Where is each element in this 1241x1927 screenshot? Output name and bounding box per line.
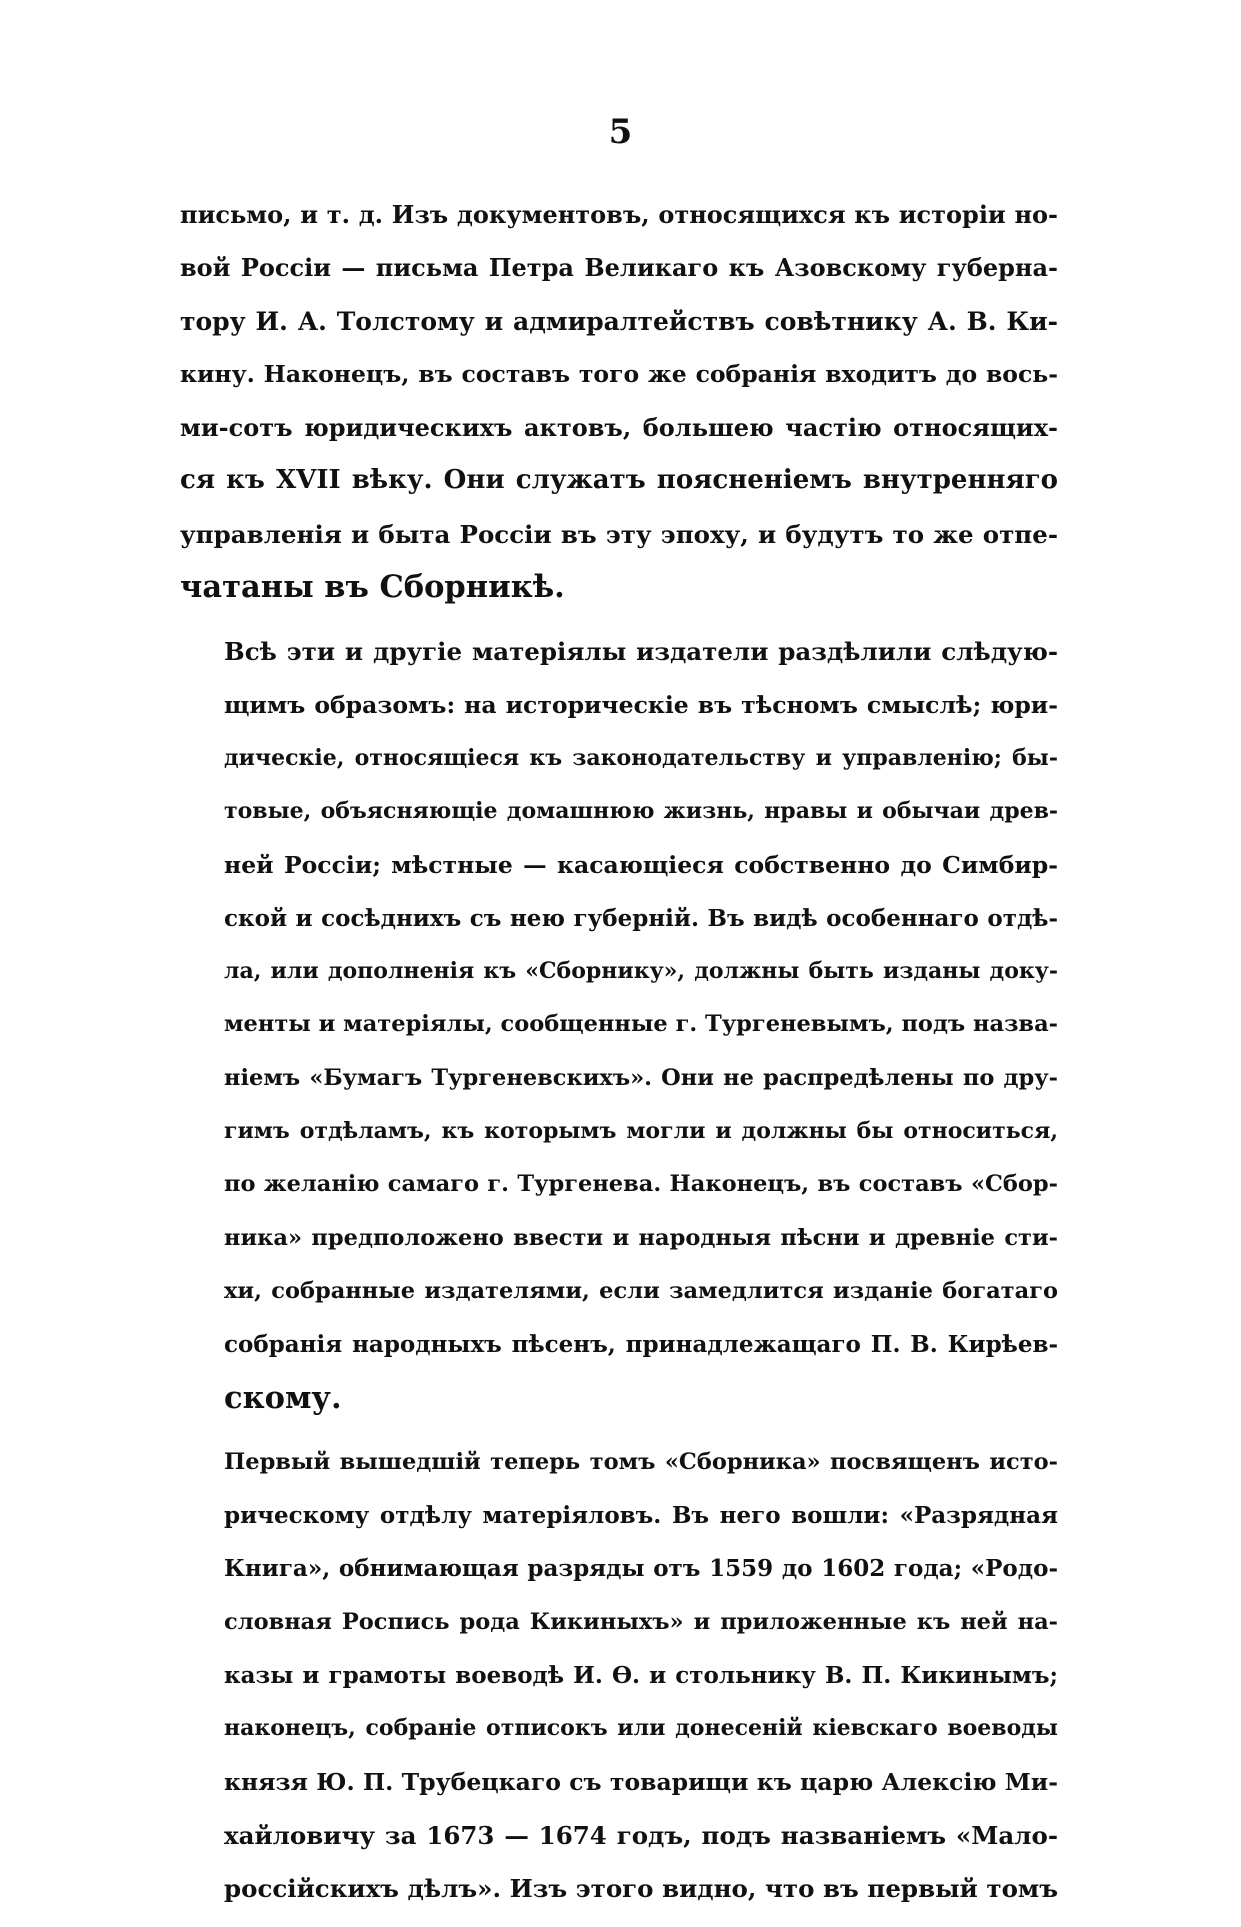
body-text bbox=[180, 188, 1058, 1927]
text-line: ла, или дополненія къ «Сборнику», должны быть изданы доку- bbox=[224, 958, 1058, 985]
text-line: ней Россіи; мѣстные — касающіеся собственно до Симбир- bbox=[224, 850, 1058, 879]
text-line: Первый вышедшій теперь томъ «Сборника» посвященъ исто- bbox=[224, 1448, 1058, 1475]
text-line: вой Россіи — письма Петра Великаго къ Азовскому губерна- bbox=[180, 253, 1058, 283]
text-line: ся къ XVII вѣку. Они служатъ поясненіемъ внутренняго bbox=[180, 465, 1058, 496]
text-line: менты и матеріялы, сообщенные г. Тургеневымъ, подъ назва- bbox=[224, 1011, 1058, 1038]
text-line: по желанію самаго г. Тургенева. Наконецъ, въ составъ «Сбор- bbox=[224, 1171, 1058, 1198]
text-line: рическому отдѣлу матеріяловъ. Въ него вошли: «Разрядная bbox=[224, 1502, 1058, 1530]
text-line: тору И. А. Толстому и адмиралтействъ совѣтнику А. В. Ки- bbox=[180, 306, 1058, 336]
text-line: чатаны въ Сборникѣ. bbox=[180, 569, 565, 606]
text-line: гимъ отдѣламъ, къ которымъ могли и должны бы относиться, bbox=[224, 1118, 1058, 1145]
text-line: ника» предположено ввести и народныя пѣсни и древніе сти- bbox=[224, 1224, 1058, 1251]
page-number: 5 bbox=[608, 112, 633, 152]
text-line: наконецъ, собраніе отписокъ или донесеній кіевскаго воеводы bbox=[224, 1715, 1058, 1742]
text-line: ской и сосѣднихъ съ нею губерній. Въ видѣ особеннаго отдѣ- bbox=[224, 904, 1058, 932]
text-line: управленія и быта Россіи въ эту эпоху, и будутъ то же отпе- bbox=[180, 519, 1058, 549]
text-line: щимъ образомъ: на историческіе въ тѣсномъ смыслѣ; юри- bbox=[224, 690, 1058, 719]
text-line: Книга», обнимающая разряды отъ 1559 до 1602 года; «Родо- bbox=[224, 1555, 1058, 1583]
text-line: кину. Наконецъ, въ составъ того же собранія входитъ до вось- bbox=[180, 359, 1058, 388]
paragraph-1 bbox=[180, 188, 1058, 614]
text-line: скому. bbox=[224, 1379, 342, 1416]
text-line: казы и грамоты воеводѣ И. Ѳ. и стольнику В. П. Кикинымъ; bbox=[224, 1662, 1058, 1690]
text-line: князя Ю. П. Трубецкаго съ товарищи къ царю Алексію Ми- bbox=[224, 1767, 1058, 1796]
text-line: Всѣ эти и другіе матеріялы издатели раздѣлили слѣдую- bbox=[224, 637, 1058, 667]
text-line: ми-сотъ юридическихъ актовъ, большею частію относящих- bbox=[180, 413, 1058, 443]
paragraph-3 bbox=[180, 1436, 1058, 1916]
text-line: дическіе, относящіеся къ законодательству и управленію; бы- bbox=[224, 744, 1058, 771]
text-line: россійскихъ дѣлъ». Изъ этого видно, что въ первый томъ bbox=[224, 1874, 1058, 1904]
text-line: хайловичу за 1673 — 1674 годъ, подъ названіемъ «Мало- bbox=[224, 1820, 1058, 1850]
text-line: собранія народныхъ пѣсенъ, принадлежащаго П. В. Кирѣев- bbox=[224, 1331, 1058, 1359]
text-line: ніемъ «Бумагъ Тургеневскихъ». Они не распредѣлены по дру- bbox=[224, 1064, 1058, 1091]
text-line: товые, объясняющіе домашнюю жизнь, нравы и обычаи древ- bbox=[224, 798, 1058, 825]
text-line: словная Роспись рода Кикиныхъ» и приложенные къ ней на- bbox=[224, 1608, 1058, 1635]
text-line: письмо, и т. д. Изъ документовъ, относящихся къ исторіи но- bbox=[180, 200, 1058, 229]
text-line: хи, собранные издателями, если замедлится изданіе богатаго bbox=[224, 1277, 1058, 1304]
paragraph-2 bbox=[180, 625, 1058, 1424]
